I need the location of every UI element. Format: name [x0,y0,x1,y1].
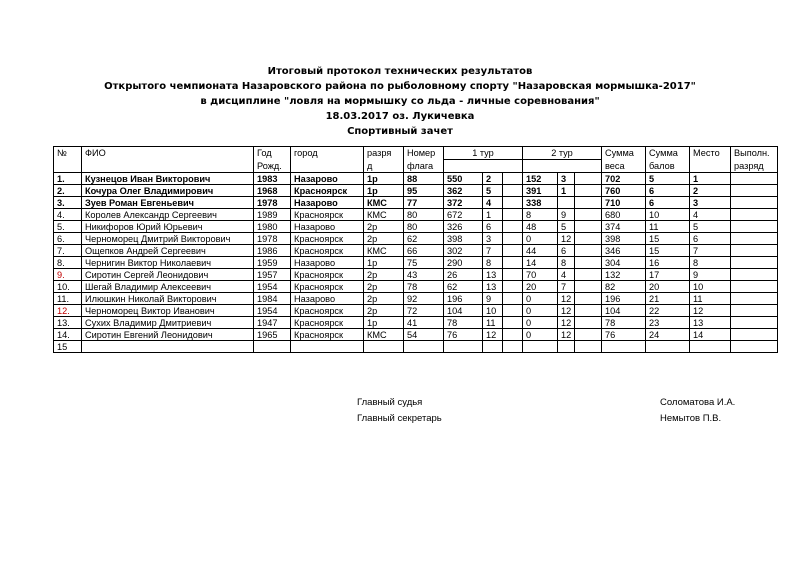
cell-t1x [503,293,523,305]
cell-t2p: 5 [558,221,575,233]
col-header-tour1: 1 тур [444,147,523,160]
cell-place: 13 [690,317,731,329]
cell-t2x [575,245,602,257]
cell-done [731,209,778,221]
cell-t1x [503,221,523,233]
cell-sumw: 196 [602,293,646,305]
cell-t1p: 4 [483,197,503,209]
cell-done [731,341,778,353]
cell-sump: 5 [646,173,690,185]
cell-rank: КМС [364,209,404,221]
cell-place: 14 [690,329,731,341]
header-date-place: 18.03.2017 оз. Лукичевка [325,111,475,122]
table-row [54,305,778,317]
cell-sumw: 132 [602,269,646,281]
cell-t1p: 10 [483,305,503,317]
cell-flag: 62 [404,233,444,245]
cell-place: 5 [690,221,731,233]
results-body [54,173,778,353]
cell-year: 1978 [254,233,291,245]
cell-t2w: 70 [523,269,558,281]
cell-place: 9 [690,269,731,281]
cell-t1x [503,317,523,329]
cell-no: 7. [54,245,82,257]
cell-t1p: 8 [483,257,503,269]
cell-place: 2 [690,185,731,197]
cell-t2p: 3 [558,173,575,185]
cell-t2x [575,329,602,341]
cell-t1w: 302 [444,245,483,257]
cell-sump: 24 [646,329,690,341]
cell-year: 1954 [254,305,291,317]
cell-t2p: 1 [558,185,575,197]
cell-t1x [503,305,523,317]
cell-fio: Шегай Владимир Алексеевич [82,281,254,293]
cell-sump: 23 [646,317,690,329]
cell-t1x [503,257,523,269]
cell-sump: 11 [646,221,690,233]
cell-year: 1986 [254,245,291,257]
cell-city: Назарово [291,197,364,209]
cell-t1w: 672 [444,209,483,221]
cell-t2x [575,233,602,245]
table-row [54,329,778,341]
cell-t2x [575,173,602,185]
table-header-row-2 [54,160,778,173]
cell-city: Красноярск [291,233,364,245]
col-header-year-2: Рожд. [254,160,291,173]
cell-t2w: 0 [523,305,558,317]
cell-place: 8 [690,257,731,269]
cell-place: 11 [690,293,731,305]
cell-sumw: 346 [602,245,646,257]
table-row [54,221,778,233]
cell-city: Красноярск [291,269,364,281]
cell-t1w: 62 [444,281,483,293]
cell-t2p: 12 [558,305,575,317]
table-row [54,185,778,197]
cell-sumw: 702 [602,173,646,185]
header-category: Спортивный зачет [347,126,453,137]
cell-rank: 2р [364,269,404,281]
cell-no: 11. [54,293,82,305]
cell-sump: 22 [646,305,690,317]
cell-t2w: 0 [523,293,558,305]
cell-t2x [575,257,602,269]
cell-t2w: 44 [523,245,558,257]
cell-t1p: 1 [483,209,503,221]
cell-t1x [503,209,523,221]
cell-city: Красноярск [291,317,364,329]
cell-t1w: 290 [444,257,483,269]
cell-t1x [503,341,523,353]
cell-t2w: 0 [523,317,558,329]
cell-t2w: 152 [523,173,558,185]
cell-t1p: 3 [483,233,503,245]
col-header-rank-2: д [364,160,404,173]
cell-fio: Черноморец Виктор Иванович [82,305,254,317]
cell-t1w: 78 [444,317,483,329]
cell-city: Красноярск [291,329,364,341]
cell-sumw: 710 [602,197,646,209]
cell-city: Красноярск [291,185,364,197]
judge-name: Соломатова И.А. [660,397,736,408]
col-header-sum-weight-2: веса [602,160,646,173]
cell-fio: Кочура Олег Владимирович [82,185,254,197]
cell-t1p: 13 [483,281,503,293]
cell-t2p: 12 [558,293,575,305]
cell-sump [646,341,690,353]
table-header-row [54,147,778,160]
table-row [54,269,778,281]
cell-rank: 2р [364,221,404,233]
cell-no: 5. [54,221,82,233]
cell-rank: КМС [364,245,404,257]
cell-t2w: 338 [523,197,558,209]
cell-city [291,341,364,353]
cell-fio: Сиротин Евгений Леонидович [82,329,254,341]
cell-flag: 80 [404,209,444,221]
cell-year: 1984 [254,293,291,305]
cell-done [731,221,778,233]
col-header-rank: разря [364,147,404,160]
cell-t2p: 7 [558,281,575,293]
cell-flag: 78 [404,281,444,293]
cell-fio: Ощепков Андрей Сергеевич [82,245,254,257]
col-header-fio: ФИО [82,147,254,160]
cell-t2p: 12 [558,233,575,245]
cell-t1w: 362 [444,185,483,197]
cell-t1w: 398 [444,233,483,245]
cell-t1w: 104 [444,305,483,317]
cell-t2x [575,209,602,221]
col-header-flag: Номер [404,147,444,160]
cell-sumw: 760 [602,185,646,197]
cell-t2w: 0 [523,329,558,341]
cell-t1w: 26 [444,269,483,281]
cell-t2x [575,317,602,329]
cell-t1p: 6 [483,221,503,233]
cell-t1p: 12 [483,329,503,341]
cell-sumw: 82 [602,281,646,293]
cell-rank: 2р [364,281,404,293]
cell-sumw: 374 [602,221,646,233]
cell-t2p [558,341,575,353]
cell-t1p: 7 [483,245,503,257]
cell-rank: КМС [364,197,404,209]
cell-t2x [575,197,602,209]
cell-flag: 54 [404,329,444,341]
table-row [54,257,778,269]
cell-city: Красноярск [291,305,364,317]
cell-done [731,245,778,257]
cell-city: Назарово [291,257,364,269]
cell-fio: Кузнецов Иван Викторович [82,173,254,185]
cell-year: 1968 [254,185,291,197]
cell-sumw: 104 [602,305,646,317]
col-header-no: № [54,147,82,160]
cell-t1x [503,173,523,185]
cell-year: 1983 [254,173,291,185]
cell-no: 6. [54,233,82,245]
cell-fio: Илюшкин Николай Викторович [82,293,254,305]
cell-no: 8. [54,257,82,269]
cell-t1x [503,281,523,293]
cell-rank [364,341,404,353]
cell-sump: 6 [646,185,690,197]
cell-t2p: 12 [558,317,575,329]
cell-year [254,341,291,353]
col-header-city: город [291,147,364,160]
cell-t2w: 8 [523,209,558,221]
cell-t1p [483,341,503,353]
cell-year: 1980 [254,221,291,233]
cell-t2x [575,269,602,281]
cell-done [731,257,778,269]
table-row [54,233,778,245]
cell-fio: Никифоров Юрий Юрьевич [82,221,254,233]
cell-year: 1957 [254,269,291,281]
table-row [54,341,778,353]
cell-flag: 43 [404,269,444,281]
cell-flag: 80 [404,221,444,233]
cell-rank: 2р [364,305,404,317]
cell-t2x [575,221,602,233]
cell-sump: 20 [646,281,690,293]
cell-city: Назарово [291,221,364,233]
cell-rank: 1р [364,317,404,329]
cell-no: 10. [54,281,82,293]
cell-fio: Черноморец Дмитрий Викторович [82,233,254,245]
cell-t2x [575,305,602,317]
cell-city: Красноярск [291,209,364,221]
table-row [54,209,778,221]
cell-place: 12 [690,305,731,317]
cell-rank: 2р [364,293,404,305]
cell-fio: Сиротин Сергей Леонидович [82,269,254,281]
header-championship: Открытого чемпионата Назаровского района по рыболовному спорту "Назаровская мормышка-2017" [104,81,696,92]
cell-city: Красноярск [291,245,364,257]
cell-t1x [503,329,523,341]
cell-t1x [503,269,523,281]
col-header-sum-points: Сумма [646,147,690,160]
cell-t2p: 12 [558,329,575,341]
col-header-done: Выполн. [731,147,778,160]
secretary-name: Немытов П.В. [660,413,722,424]
cell-no: 13. [54,317,82,329]
cell-year: 1954 [254,281,291,293]
cell-rank: КМС [364,329,404,341]
cell-sump: 15 [646,245,690,257]
cell-t2p: 4 [558,269,575,281]
cell-t1x [503,185,523,197]
cell-sump: 16 [646,257,690,269]
cell-year: 1989 [254,209,291,221]
cell-sumw: 398 [602,233,646,245]
table-row [54,173,778,185]
cell-done [731,173,778,185]
col-header-place: Место [690,147,731,160]
protocol-header [0,64,800,139]
cell-rank: 1р [364,257,404,269]
cell-t2w [523,341,558,353]
cell-done [731,317,778,329]
cell-done [731,185,778,197]
cell-t1w: 372 [444,197,483,209]
cell-sump: 10 [646,209,690,221]
cell-t2x [575,293,602,305]
cell-fio: Королев Александр Сергеевич [82,209,254,221]
col-header-sum-points-2: балов [646,160,690,173]
col-header-done-2: разряд [731,160,778,173]
header-discipline: в дисциплине "ловля на мормышку со льда - личные соревнования" [200,96,600,107]
cell-no: 2. [54,185,82,197]
cell-no: 1. [54,173,82,185]
cell-sumw: 78 [602,317,646,329]
cell-done [731,329,778,341]
cell-place: 3 [690,197,731,209]
cell-t2p: 9 [558,209,575,221]
cell-done [731,281,778,293]
cell-t1p: 11 [483,317,503,329]
cell-t2x [575,341,602,353]
cell-done [731,305,778,317]
cell-t2w: 391 [523,185,558,197]
judge-label: Главный судья [357,397,423,408]
col-header-tour2: 2 тур [523,147,602,160]
cell-rank: 1р [364,185,404,197]
cell-sumw: 76 [602,329,646,341]
cell-t1w: 196 [444,293,483,305]
cell-t1w [444,341,483,353]
cell-t1p: 13 [483,269,503,281]
cell-done [731,233,778,245]
cell-place: 7 [690,245,731,257]
cell-fio: Сухих Владимир Дмитриевич [82,317,254,329]
cell-sumw [602,341,646,353]
col-header-year: Год [254,147,291,160]
cell-city: Назарово [291,173,364,185]
cell-place: 1 [690,173,731,185]
cell-t2w: 20 [523,281,558,293]
cell-t1w: 550 [444,173,483,185]
cell-t1w: 76 [444,329,483,341]
cell-place: 6 [690,233,731,245]
header-title: Итоговый протокол технических результатов [267,66,533,77]
cell-t2p: 8 [558,257,575,269]
cell-rank: 2р [364,233,404,245]
cell-rank: 1р [364,173,404,185]
cell-sumw: 680 [602,209,646,221]
cell-flag: 95 [404,185,444,197]
cell-t1x [503,197,523,209]
cell-flag: 75 [404,257,444,269]
cell-no: 14. [54,329,82,341]
table-row [54,293,778,305]
cell-place [690,341,731,353]
cell-t2x [575,281,602,293]
cell-t1p: 9 [483,293,503,305]
cell-flag: 92 [404,293,444,305]
cell-done [731,269,778,281]
cell-year: 1965 [254,329,291,341]
cell-t1p: 2 [483,173,503,185]
cell-t2x [575,185,602,197]
cell-place: 4 [690,209,731,221]
cell-sump: 15 [646,233,690,245]
cell-t2p: 6 [558,245,575,257]
results-table [53,146,778,353]
cell-flag: 88 [404,173,444,185]
cell-sump: 21 [646,293,690,305]
cell-t2w: 0 [523,233,558,245]
cell-t1w: 326 [444,221,483,233]
col-header-sum-weight: Сумма [602,147,646,160]
cell-fio [82,341,254,353]
cell-t1x [503,245,523,257]
cell-year: 1978 [254,197,291,209]
cell-t1x [503,233,523,245]
cell-no: 9. [54,269,82,281]
cell-flag: 72 [404,305,444,317]
table-row [54,197,778,209]
cell-no: 4. [54,209,82,221]
secretary-label: Главный секретарь [357,413,442,424]
cell-t2w: 14 [523,257,558,269]
cell-year: 1947 [254,317,291,329]
cell-fio: Чернигин Виктор Николаевич [82,257,254,269]
cell-no: 12. [54,305,82,317]
table-row [54,245,778,257]
cell-t2w: 48 [523,221,558,233]
col-header-flag-2: флага [404,160,444,173]
cell-flag: 66 [404,245,444,257]
cell-sumw: 304 [602,257,646,269]
cell-fio: Зуев Роман Евгеньевич [82,197,254,209]
cell-no: 15 [54,341,82,353]
cell-flag: 41 [404,317,444,329]
table-row [54,281,778,293]
cell-city: Красноярск [291,281,364,293]
cell-t1p: 5 [483,185,503,197]
table-row [54,317,778,329]
cell-done [731,293,778,305]
cell-t2p [558,197,575,209]
cell-place: 10 [690,281,731,293]
cell-city: Назарово [291,293,364,305]
cell-sump: 17 [646,269,690,281]
cell-sump: 6 [646,197,690,209]
cell-no: 3. [54,197,82,209]
cell-done [731,197,778,209]
cell-year: 1959 [254,257,291,269]
cell-flag [404,341,444,353]
cell-flag: 77 [404,197,444,209]
